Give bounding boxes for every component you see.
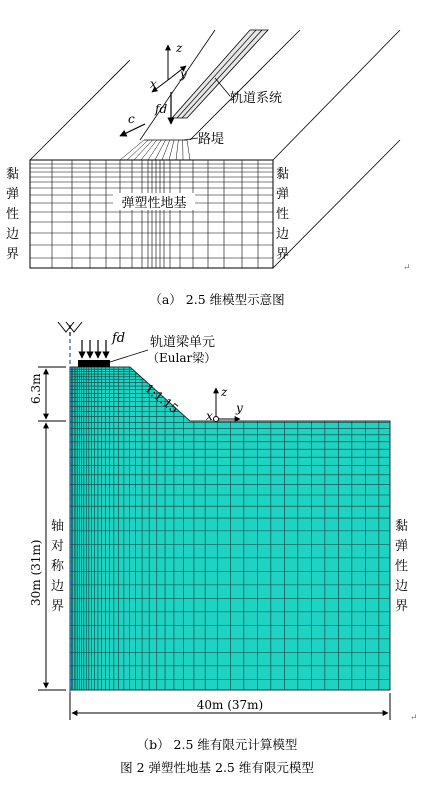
soil-side-bottom-edge: [273, 140, 400, 268]
mesh-line: [176, 140, 178, 160]
mesh-line: [155, 140, 166, 160]
svg-text:界: 界: [395, 599, 409, 614]
dim-side-label: 30m (31m): [29, 539, 43, 606]
return-mark: ↵: [410, 713, 418, 723]
embankment-label: 路堤: [198, 132, 225, 147]
figure-caption: 图 2 弹塑性地基 2.5 维有限元模型: [120, 760, 314, 775]
svg-text:边: 边: [51, 579, 65, 594]
load-arrows-b: [82, 340, 106, 358]
dim-bottom-label: 40m (37m): [196, 698, 264, 712]
svg-text:界: 界: [51, 599, 65, 614]
mesh-line: [187, 140, 190, 160]
axis-origin-b: [214, 417, 219, 422]
slope-label: 1:1.15: [142, 381, 182, 417]
embankment-mesh: [120, 140, 190, 160]
axis-boundary-label: [51, 518, 65, 614]
axis-y-label-a: y: [180, 67, 187, 81]
svg-text:黏: 黏: [395, 519, 409, 534]
svg-text:弹: 弹: [276, 187, 290, 202]
velocity-label: c: [128, 112, 135, 126]
figure-b: [29, 322, 418, 723]
axis-y-label-b: y: [236, 401, 243, 415]
mesh-line: [162, 140, 170, 160]
model-mesh-area: [70, 367, 390, 690]
load-label-b: fd: [112, 331, 126, 346]
svg-text:黏: 黏: [6, 167, 20, 182]
right-boundary-label-b: [395, 519, 408, 614]
load-label-a: fd: [155, 102, 168, 116]
caption-b: （b） 2.5 维有限元计算模型: [136, 737, 298, 752]
svg-text:界: 界: [276, 247, 290, 262]
mesh-line: [169, 140, 174, 160]
axis-x-label-a: x: [150, 77, 157, 91]
soil-mesh: [30, 160, 273, 268]
caption-a: （a） 2.5 维模型示意图: [149, 292, 285, 307]
beam-callout-line: [110, 350, 148, 362]
track-beam-element: [78, 360, 110, 367]
svg-text:弹: 弹: [395, 539, 409, 554]
svg-text:边: 边: [276, 227, 290, 242]
track-system-label: 轨道系统: [230, 91, 283, 106]
svg-text:边: 边: [6, 227, 20, 242]
axis-z-label-b: z: [221, 385, 228, 399]
svg-text:性: 性: [6, 207, 20, 222]
track-callout-line: [215, 78, 230, 96]
svg-text:黏: 黏: [276, 167, 290, 182]
svg-text:称: 称: [51, 559, 65, 574]
svg-text:边: 边: [395, 579, 409, 594]
soil-top-right-edge: [273, 30, 400, 160]
svg-text:弹: 弹: [6, 187, 20, 202]
svg-text:界: 界: [6, 247, 20, 262]
return-mark: ↵: [403, 263, 411, 273]
soil-front-face: [30, 160, 273, 268]
axis-z-label-a: z: [176, 41, 183, 55]
axis-x-label-b: x: [206, 409, 213, 423]
embankment-callout-line: [184, 138, 198, 140]
dim-top-label: 6.3m: [29, 373, 43, 404]
mesh-line: [120, 140, 144, 160]
right-boundary-label-a: [276, 167, 289, 262]
svg-text:轴: 轴: [51, 519, 65, 534]
figure-a: [6, 30, 411, 273]
beam-label-line1: 轨道梁单元: [150, 335, 216, 350]
left-boundary-label-a: [6, 167, 19, 262]
soil-top-left-edge: [30, 60, 130, 160]
beam-label-line2: （Eular梁）: [147, 351, 217, 365]
mesh-line: [127, 140, 148, 160]
svg-text:性: 性: [276, 207, 290, 222]
svg-text:性: 性: [395, 559, 409, 574]
soil-label: 弹塑性地基: [121, 196, 187, 211]
svg-text:对: 对: [51, 539, 65, 554]
